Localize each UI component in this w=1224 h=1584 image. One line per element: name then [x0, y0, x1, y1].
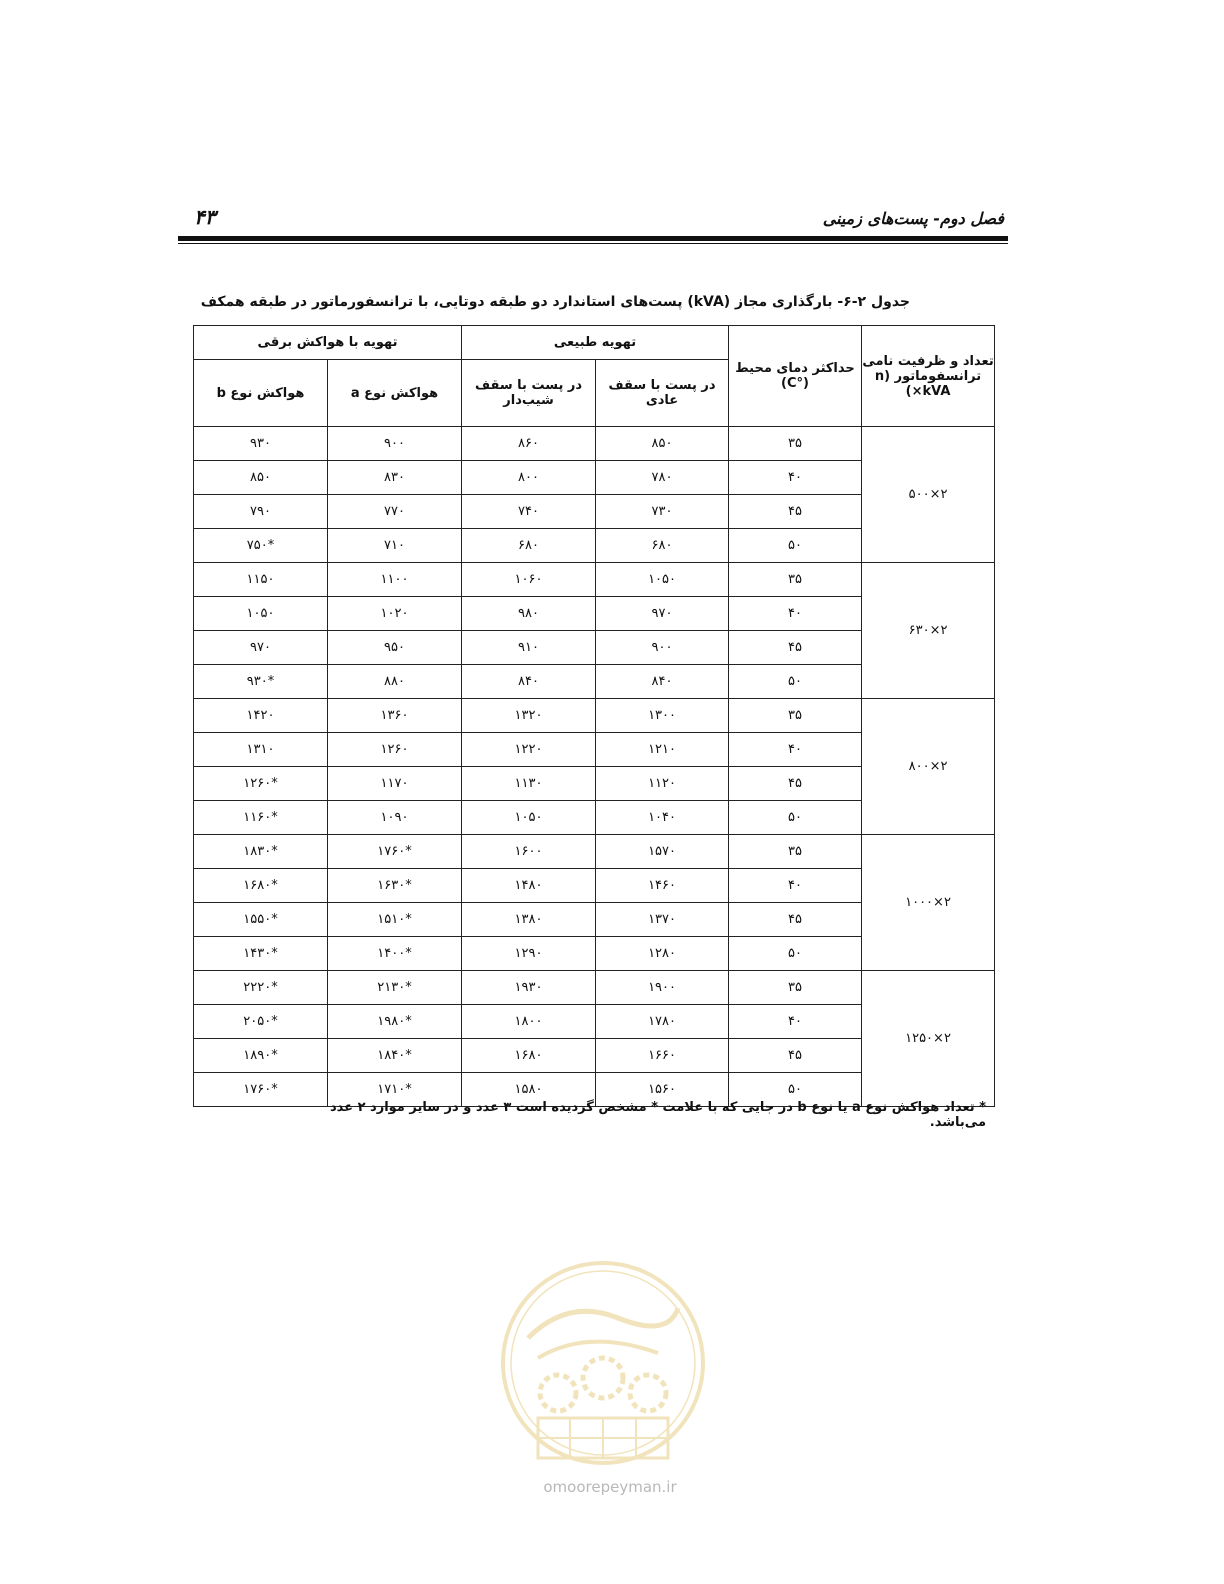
table-row [194, 835, 995, 869]
flat-roof-cell: ۱۷۸۰ [596, 1005, 729, 1039]
fan-b-cell: ۱۱۵۰ [194, 563, 328, 597]
temperature-cell: ۴۵ [729, 1039, 862, 1073]
fan-a-cell: ۱۱۷۰ [328, 767, 462, 801]
flat-roof-cell: ۶۸۰ [596, 529, 729, 563]
fan-b-cell: ۱۴۲۰ [194, 699, 328, 733]
fan-a-cell: ۷۱۰ [328, 529, 462, 563]
fan-b-cell: *۱۸۹۰ [194, 1039, 328, 1073]
fan-a-cell: *۱۴۰۰ [328, 937, 462, 971]
fan-a-cell: *۱۷۱۰ [328, 1073, 462, 1107]
sloped-roof-cell: ۱۶۰۰ [462, 835, 596, 869]
sloped-roof-cell: ۷۴۰ [462, 495, 596, 529]
temperature-cell: ۴۵ [729, 495, 862, 529]
temperature-cell: ۵۰ [729, 1073, 862, 1107]
temperature-cell: ۳۵ [729, 699, 862, 733]
sloped-roof-cell: ۱۲۲۰ [462, 733, 596, 767]
fan-b-cell: ۷۹۰ [194, 495, 328, 529]
sloped-roof-cell: ۸۴۰ [462, 665, 596, 699]
flat-roof-cell: ۱۰۵۰ [596, 563, 729, 597]
sloped-roof-cell: ۸۰۰ [462, 461, 596, 495]
sloped-roof-cell: ۱۶۸۰ [462, 1039, 596, 1073]
table-row [194, 971, 995, 1005]
temperature-cell: ۵۰ [729, 665, 862, 699]
fan-a-cell: ۷۷۰ [328, 495, 462, 529]
sloped-roof-cell: ۱۸۰۰ [462, 1005, 596, 1039]
temperature-cell: ۳۵ [729, 427, 862, 461]
temperature-cell: ۳۵ [729, 971, 862, 1005]
loading-table [193, 325, 995, 1107]
transformer-rating-cell: ۲×۱۲۵۰ [862, 971, 995, 1107]
fan-a-cell: ۱۰۲۰ [328, 597, 462, 631]
sloped-roof-cell: ۶۸۰ [462, 529, 596, 563]
fan-a-cell: *۱۹۸۰ [328, 1005, 462, 1039]
temperature-cell: ۴۰ [729, 869, 862, 903]
fan-b-cell: *۱۶۸۰ [194, 869, 328, 903]
temperature-cell: ۴۵ [729, 631, 862, 665]
sloped-roof-cell: ۱۵۸۰ [462, 1073, 596, 1107]
flat-roof-cell: ۱۲۸۰ [596, 937, 729, 971]
fan-b-cell: ۱۰۵۰ [194, 597, 328, 631]
fan-b-cell: *۹۳۰ [194, 665, 328, 699]
chapter-title: فصل دوم- پست‌های زمینی [822, 209, 1004, 228]
header-transformer: تعداد و ظرفیت نامی ترانسفوماتور (n ×kVA) [862, 326, 995, 427]
sloped-roof-cell: ۱۰۶۰ [462, 563, 596, 597]
flat-roof-cell: ۱۳۰۰ [596, 699, 729, 733]
fan-b-cell: *۱۴۳۰ [194, 937, 328, 971]
flat-roof-cell: ۷۳۰ [596, 495, 729, 529]
fan-b-cell: ۸۵۰ [194, 461, 328, 495]
flat-roof-cell: ۱۰۴۰ [596, 801, 729, 835]
flat-roof-cell: ۸۵۰ [596, 427, 729, 461]
transformer-rating-cell: ۲×۶۳۰ [862, 563, 995, 699]
table-caption: جدول ۲-۶- بارگذاری مجاز (kVA) پست‌های استاندارد دو طبقه دوتایی، با ترانسفورماتور در طبقه همکف [200, 294, 910, 310]
fan-a-cell: ۱۱۰۰ [328, 563, 462, 597]
temperature-cell: ۴۵ [729, 767, 862, 801]
omoorepeyman-logo [498, 1258, 708, 1478]
temperature-cell: ۴۰ [729, 597, 862, 631]
flat-roof-cell: ۹۷۰ [596, 597, 729, 631]
sloped-roof-cell: ۱۳۸۰ [462, 903, 596, 937]
fan-b-cell: ۱۳۱۰ [194, 733, 328, 767]
fan-b-cell: *۲۲۲۰ [194, 971, 328, 1005]
temperature-cell: ۴۵ [729, 903, 862, 937]
flat-roof-cell: ۱۱۲۰ [596, 767, 729, 801]
fan-b-cell: ۹۳۰ [194, 427, 328, 461]
header-rule-thin [178, 243, 1008, 244]
sloped-roof-cell: ۱۰۵۰ [462, 801, 596, 835]
table-body [194, 427, 995, 1107]
sloped-roof-cell: ۸۶۰ [462, 427, 596, 461]
sloped-roof-cell: ۹۸۰ [462, 597, 596, 631]
flat-roof-cell: ۱۲۱۰ [596, 733, 729, 767]
flat-roof-cell: ۹۰۰ [596, 631, 729, 665]
flat-roof-cell: ۱۵۷۰ [596, 835, 729, 869]
flat-roof-cell: ۱۶۶۰ [596, 1039, 729, 1073]
fan-b-cell: *۲۰۵۰ [194, 1005, 328, 1039]
sloped-roof-cell: ۱۴۸۰ [462, 869, 596, 903]
flat-roof-cell: ۱۴۶۰ [596, 869, 729, 903]
table-footnote: * تعداد هواکش نوع a یا نوع b در جایی که با علامت * مشخص گردیده است ۳ عدد و در سایر موارد ۲ عدد می‌باشد. [329, 1100, 986, 1130]
watermark-site: omoorepeyman.ir [543, 1478, 677, 1496]
flat-roof-cell: ۱۵۶۰ [596, 1073, 729, 1107]
sloped-roof-cell: ۱۱۳۰ [462, 767, 596, 801]
flat-roof-cell: ۸۴۰ [596, 665, 729, 699]
temperature-cell: ۳۵ [729, 563, 862, 597]
temperature-cell: ۵۰ [729, 529, 862, 563]
header-fan-a: هواکش نوع a [328, 360, 462, 427]
temperature-cell: ۴۰ [729, 733, 862, 767]
header-rule-thick [178, 236, 1008, 241]
fan-a-cell: *۱۵۱۰ [328, 903, 462, 937]
header-flat-roof: در پست با سقف عادی [596, 360, 729, 427]
header-temperature: حداکثر دمای محیط (°C) [729, 326, 862, 427]
fan-a-cell: *۱۸۴۰ [328, 1039, 462, 1073]
fan-b-cell: *۱۱۶۰ [194, 801, 328, 835]
fan-a-cell: *۱۷۶۰ [328, 835, 462, 869]
transformer-rating-cell: ۲×۵۰۰ [862, 427, 995, 563]
fan-b-cell: ۹۷۰ [194, 631, 328, 665]
fan-a-cell: ۱۳۶۰ [328, 699, 462, 733]
sloped-roof-cell: ۱۹۳۰ [462, 971, 596, 1005]
temperature-cell: ۳۵ [729, 835, 862, 869]
fan-b-cell: *۷۵۰ [194, 529, 328, 563]
sloped-roof-cell: ۱۳۲۰ [462, 699, 596, 733]
flat-roof-cell: ۱۹۰۰ [596, 971, 729, 1005]
transformer-rating-cell: ۲×۱۰۰۰ [862, 835, 995, 971]
temperature-cell: ۵۰ [729, 801, 862, 835]
transformer-rating-cell: ۲×۸۰۰ [862, 699, 995, 835]
fan-a-cell: *۲۱۳۰ [328, 971, 462, 1005]
fan-a-cell: ۸۳۰ [328, 461, 462, 495]
fan-b-cell: *۱۵۵۰ [194, 903, 328, 937]
temperature-cell: ۵۰ [729, 937, 862, 971]
page-number: ۴۳ [194, 205, 216, 229]
fan-b-cell: *۱۸۳۰ [194, 835, 328, 869]
table-row [194, 699, 995, 733]
temperature-cell: ۴۰ [729, 461, 862, 495]
sloped-roof-cell: ۹۱۰ [462, 631, 596, 665]
fan-a-cell: ۱۲۶۰ [328, 733, 462, 767]
header-fan-b: هواکش نوع b [194, 360, 328, 427]
fan-a-cell: ۹۰۰ [328, 427, 462, 461]
temperature-cell: ۴۰ [729, 1005, 862, 1039]
flat-roof-cell: ۷۸۰ [596, 461, 729, 495]
table-row [194, 427, 995, 461]
fan-a-cell: ۱۰۹۰ [328, 801, 462, 835]
fan-b-cell: *۱۷۶۰ [194, 1073, 328, 1107]
header-sloped-roof: در پست با سقف شیب‌دار [462, 360, 596, 427]
header-forced-ventilation: تهویه با هواکش برقی [194, 326, 462, 360]
fan-b-cell: *۱۲۶۰ [194, 767, 328, 801]
sloped-roof-cell: ۱۲۹۰ [462, 937, 596, 971]
flat-roof-cell: ۱۳۷۰ [596, 903, 729, 937]
fan-a-cell: *۱۶۳۰ [328, 869, 462, 903]
header-natural-ventilation: تهویه طبیعی [462, 326, 729, 360]
fan-a-cell: ۹۵۰ [328, 631, 462, 665]
fan-a-cell: ۸۸۰ [328, 665, 462, 699]
table-row [194, 563, 995, 597]
